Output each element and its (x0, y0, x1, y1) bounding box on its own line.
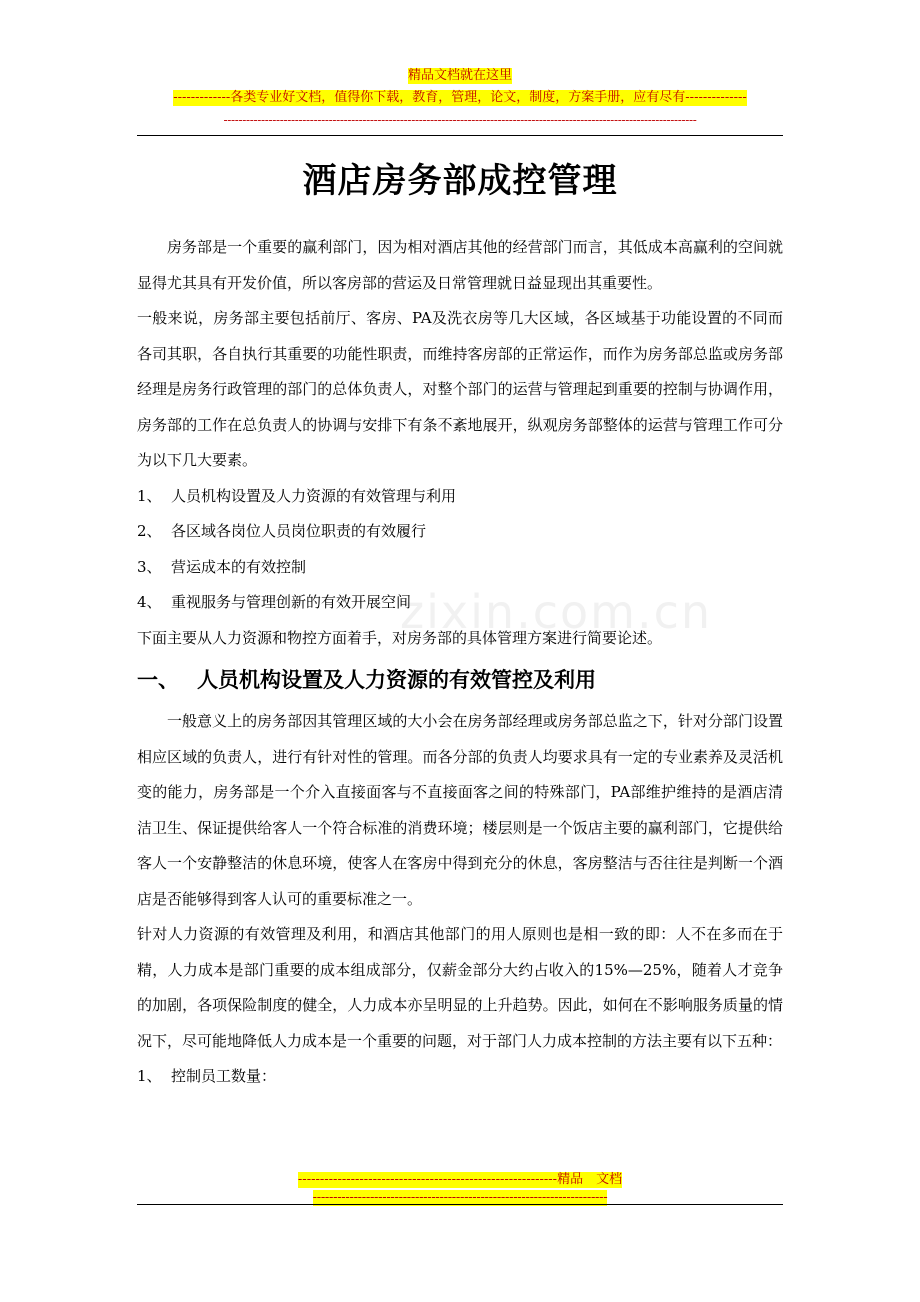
intro-paragraph: 房务部是一个重要的赢利部门，因为相对酒店其他的经营部门而言，其低成本高赢利的空间就显得尤其具有开发价值，所以客房部的营运及日常管理就日益显现出其重要性。 (137, 238, 783, 292)
header-rule (137, 135, 783, 136)
header-dash-line-end: -- (455, 128, 465, 142)
list-item (137, 514, 783, 550)
header-banner-title: 精品文档就在这里 (407, 68, 512, 83)
header-dash-line: ------------------------------------------------------------------------------------------------------------------------------ (223, 113, 697, 127)
list-item-text: 重视服务与管理创新的有效开展空间 (171, 593, 412, 611)
section-heading (137, 656, 783, 704)
footer-rule (137, 1204, 783, 1205)
overview-paragraph: 一般来说，房务部主要包括前厅、客房、PA及洗衣房等几大区域，各区域基于功能设置的不同而各司其职，各自执行其重要的功能性职责，而维持客房部的正常运作，而作为房务部总监或房务部经理是房务行政管理的部门的总体负责人，对整个部门的运营与管理起到重要的控制与协调作用，房务部的工作在总负责人的协调与安排下有条不紊地展开，纵观房务部整体的运营与管理工作可分为以下几大要素。 (137, 309, 783, 469)
document-title: 酒店房务部成控管理 (302, 161, 618, 201)
list-item-text: 各区域各岗位人员岗位职责的有效履行 (171, 522, 427, 540)
list-item-text: 人员机构设置及人力资源的有效管理与利用 (171, 486, 457, 505)
watermark: zixin.com.cn (400, 585, 713, 639)
list-item-number: 3、 (137, 557, 162, 576)
list-item-number: 2、 (137, 522, 162, 540)
list-item (137, 1059, 783, 1095)
list-item-number: 1、 (137, 1067, 162, 1085)
list-item-number: 4、 (137, 593, 162, 611)
list-item-number: 1、 (137, 486, 162, 505)
list-item-text: 营运成本的有效控制 (171, 557, 307, 576)
page-footer (137, 1168, 783, 1206)
header-banner-slogan: -------------各类专业好文档，值得你下载，教育，管理，论文，制度，方案手册，应有尽有-------------- (173, 90, 747, 105)
transition-paragraph: 下面主要从人力资源和物控方面着手，对房务部的具体管理方案进行简要论述。 (137, 628, 663, 647)
list-item (137, 585, 783, 621)
section-title: 人员机构设置及人力资源的有效管控及利用 (197, 668, 596, 692)
footer-dash-line: ------------------------------------------------------------------------ (312, 1190, 608, 1205)
list-item-text: 控制员工数量： (171, 1067, 277, 1085)
section-paragraph: 一般意义上的房务部因其管理区域的大小会在房务部经理或房务部总监之下，针对分部门设置相应区域的负责人，进行有针对性的管理。而各分部的负责人均要求具有一定的专业素养及灵活机变的能力，房务部是一个介入直接面客与不直接面客之间的特殊部门，PA部维护维持的是酒店清洁卫生、保证提供给客人一个符合标准的消费环境；楼层则是一个饭店主要的赢利部门，它提供给客人一个安静整洁的休息环境，使客人在客房中得到充分的休息，客房整洁与否往往是判断一个酒店是否能够得到客人认可的重要标准之一。 (137, 712, 783, 908)
footer-banner: -----------------------------------------------------------精品 文档 (297, 1172, 623, 1187)
list-item (137, 479, 783, 515)
list-item (137, 550, 783, 586)
page-header (137, 64, 783, 142)
hr-cost-paragraph: 针对人力资源的有效管理及利用，和酒店其他部门的用人原则也是相一致的即：人不在多而在于精，人力成本是部门重要的成本组成部分，仅薪金部分大约占收入的15%—25%，随着人才竞争的加剧，各项保险制度的健全，人力成本亦呈明显的上升趋势。因此，如何在不影响服务质量的情况下，尽可能地降低人力成本是一个重要的问题，对于部门人力成本控制的方法主要有以下五种： (137, 925, 783, 1050)
section-number: 一、 (137, 668, 179, 692)
document-body (137, 230, 783, 1095)
